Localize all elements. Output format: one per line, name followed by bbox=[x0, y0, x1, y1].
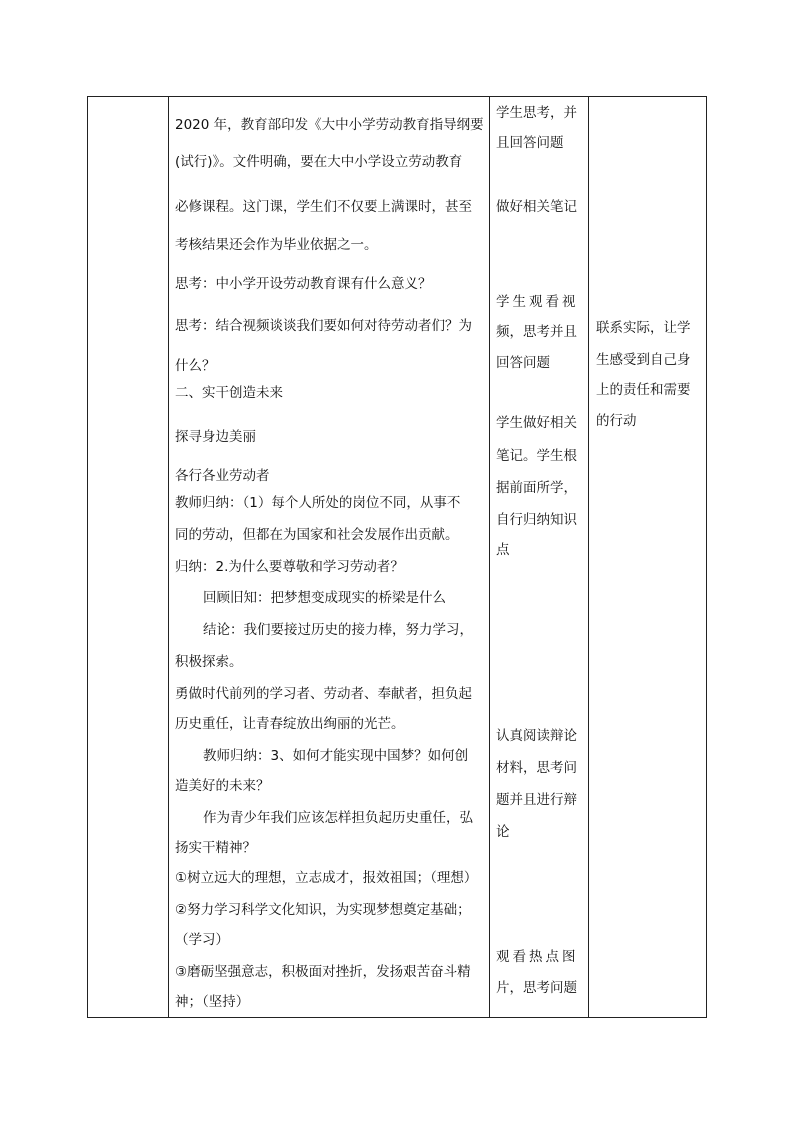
text-line: 做好相关笔记 bbox=[496, 199, 577, 215]
text-line: 学生思考，并 bbox=[496, 105, 577, 121]
text-line: 教师归纳：（1）每个人所处的岗位不同，从事不 bbox=[175, 495, 461, 511]
text-line: 神；（坚持） bbox=[175, 994, 250, 1010]
text-line: 频，思考并且 bbox=[496, 324, 577, 340]
text-line: 作为青少年我们应该怎样担负起历史重任，弘 bbox=[203, 810, 473, 826]
section-heading: 二、实干创造未来 bbox=[175, 385, 283, 401]
text-line: 材料，思考问 bbox=[496, 760, 577, 776]
text-line: 同的劳动，但都在为国家和社会发展作出贡献。 bbox=[175, 527, 459, 543]
text-line: 笔记。学生根 bbox=[496, 448, 577, 464]
text-line: 历史重任，让青春绽放出绚丽的光芒。 bbox=[175, 716, 405, 732]
text-line: 观看热点图 bbox=[496, 949, 579, 965]
text-line: 探寻身边美丽 bbox=[175, 429, 256, 445]
text-line: 片，思考问题 bbox=[496, 980, 577, 996]
text-line: 思考：中小学开设劳动教育课有什么意义？ bbox=[175, 276, 432, 292]
text-line: 学生观看视 bbox=[496, 294, 579, 310]
text-line: 扬实干精神？ bbox=[175, 840, 256, 856]
student-activity-cell bbox=[490, 97, 588, 1017]
text-line: 积极探索。 bbox=[175, 654, 243, 670]
text-line: 回答问题 bbox=[496, 355, 550, 371]
text-line: 上的责任和需要 bbox=[596, 382, 691, 398]
text-line: 什么？ bbox=[175, 358, 216, 374]
text-line: 学生做好相关 bbox=[496, 415, 577, 431]
text-line: 回顾旧知：把梦想变成现实的桥梁是什么 bbox=[203, 590, 446, 606]
text-line: 勇做时代前列的学习者、劳动者、奉献者，担负起 bbox=[175, 686, 472, 702]
text-line: 论 bbox=[496, 824, 510, 840]
text-line: 2020 年，教育部印发《大中小学劳动教育指导纲要 bbox=[175, 117, 484, 133]
text-line: 造美好的未来？ bbox=[175, 778, 270, 794]
text-line: (试行)》。文件明确，要在大中小学设立劳动教育 bbox=[175, 154, 463, 170]
text-line: 题并且进行辩 bbox=[496, 792, 577, 808]
text-line: ①树立远大的理想，立志成才，报效祖国；（理想） bbox=[175, 870, 478, 886]
text-line: 自行归纳知识 bbox=[496, 512, 577, 528]
text-line: 认真阅读辩论 bbox=[496, 728, 577, 744]
text-line: 生感受到自己身 bbox=[596, 352, 691, 368]
text-line: 的行动 bbox=[596, 413, 637, 429]
text-line: 必修课程。这门课，学生们不仅要上满课时，甚至 bbox=[175, 199, 472, 215]
text-line: 点 bbox=[496, 542, 510, 558]
text-line: 教师归纳：3、如何才能实现中国梦？如何创 bbox=[203, 748, 469, 764]
teaching-content-cell bbox=[169, 97, 489, 1017]
lesson-plan-table bbox=[87, 96, 707, 1018]
text-line: ③磨砺坚强意志，积极面对挫折，发扬艰苦奋斗精 bbox=[175, 964, 471, 980]
text-line: （学习） bbox=[175, 932, 229, 948]
design-intent-cell bbox=[589, 97, 707, 1017]
text-line: 归纳：2.为什么要尊敬和学习劳动者？ bbox=[175, 559, 404, 575]
text-line: 各行各业劳动者 bbox=[175, 468, 270, 484]
text-line: 思考：结合视频谈谈我们要如何对待劳动者们？为 bbox=[175, 318, 472, 334]
text-line: 联系实际，让学 bbox=[596, 320, 691, 336]
text-line: 且回答问题 bbox=[496, 135, 564, 151]
text-line: 据前面所学， bbox=[496, 480, 577, 496]
text-line: 结论：我们要接过历史的接力棒，努力学习， bbox=[203, 622, 473, 638]
text-line: ②努力学习科学文化知识，为实现梦想奠定基础； bbox=[175, 902, 471, 918]
text-line: 考核结果还会作为毕业依据之一。 bbox=[175, 237, 378, 253]
